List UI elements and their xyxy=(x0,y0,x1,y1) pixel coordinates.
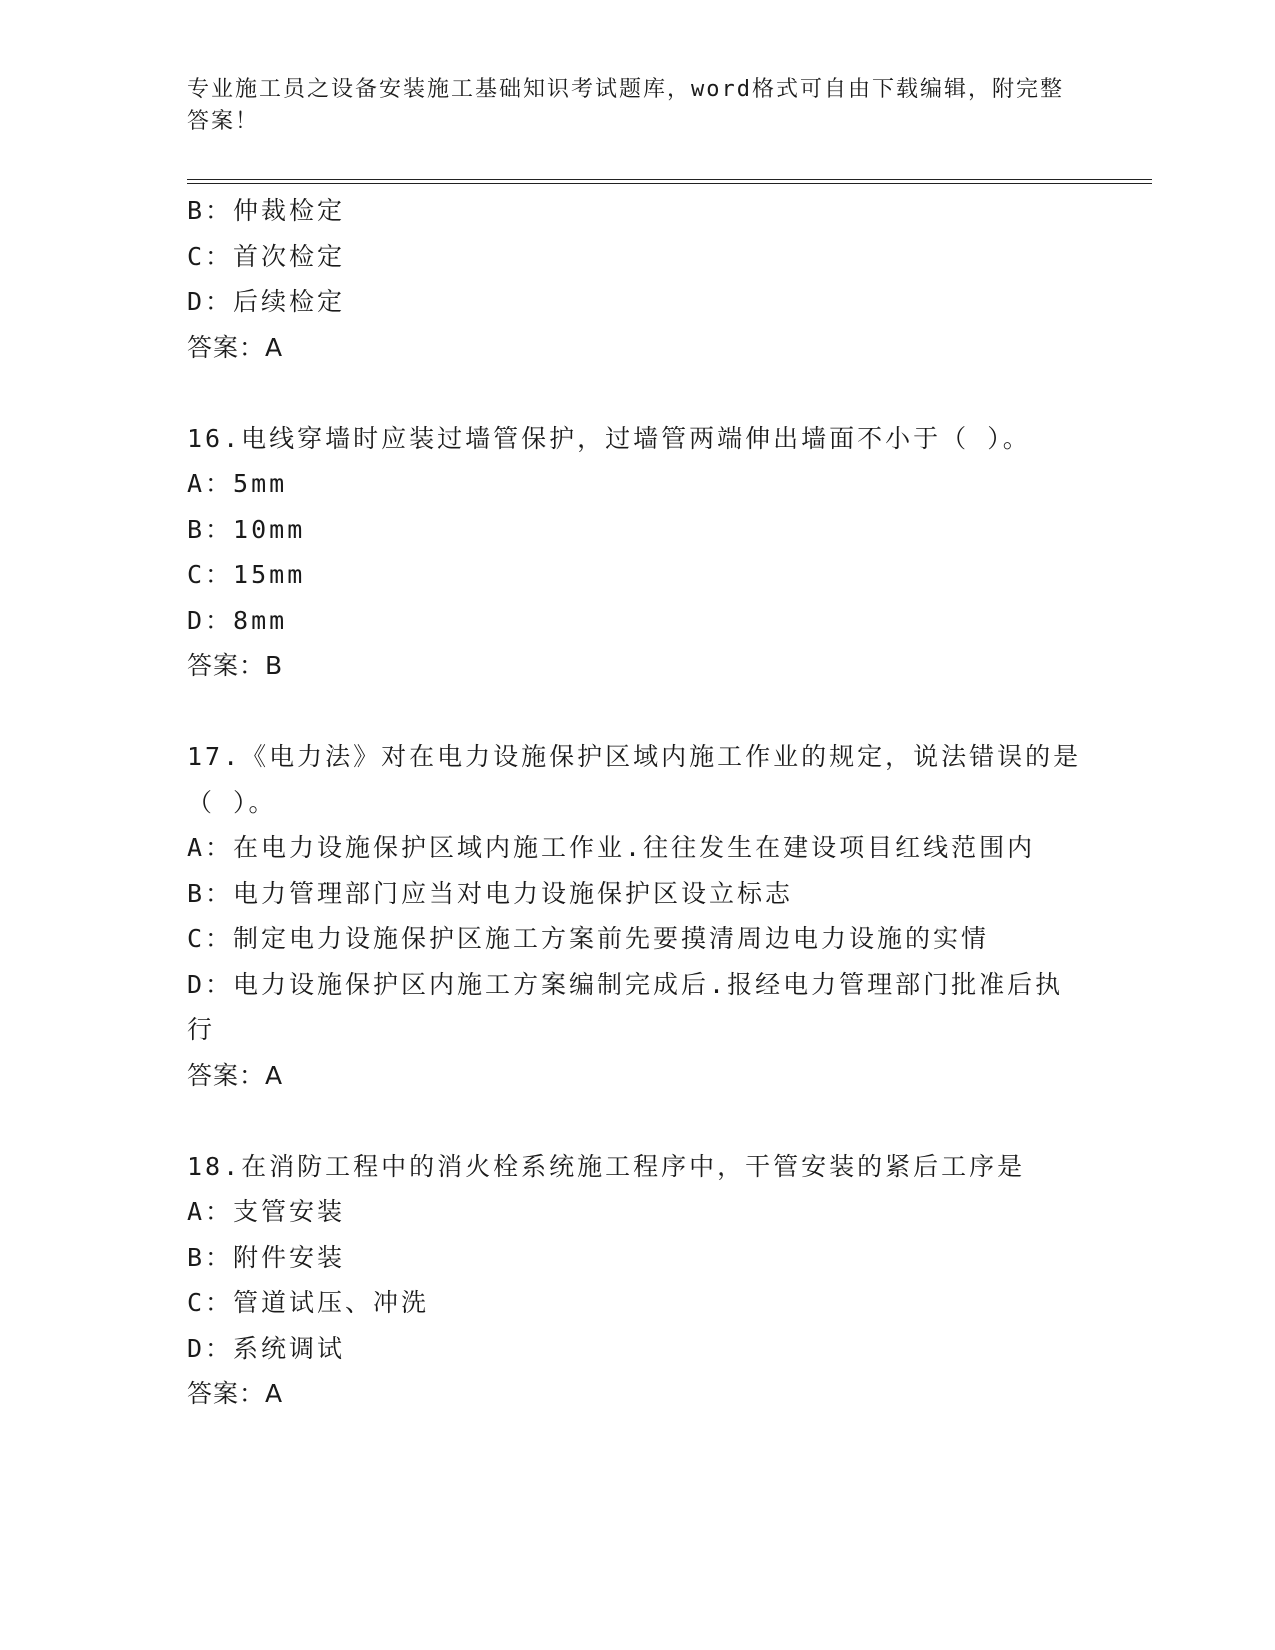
question-stem: 16.电线穿墙时应装过墙管保护，过墙管两端伸出墙面不小于（ ）。 xyxy=(187,423,1031,453)
option-c: C：制定电力设施保护区施工方案前先要摸清周边电力设施的实情 xyxy=(187,924,990,953)
question-stem: 18.在消防工程中的消火栓系统施工程序中，干管安装的紧后工序是 xyxy=(187,1151,1026,1181)
option-b: B：电力管理部门应当对电力设施保护区设立标志 xyxy=(187,878,794,908)
option-d: D：系统调试 xyxy=(187,1333,346,1363)
answer-label: 答案：A xyxy=(187,1379,284,1408)
question-16 xyxy=(187,416,1087,689)
option-a: A：在电力设施保护区域内施工作业.往往发生在建设项目红线范围内 xyxy=(187,833,1036,862)
answer-label: 答案：A xyxy=(187,332,284,362)
header-rule-top xyxy=(187,179,1152,180)
question-list xyxy=(187,188,1087,1417)
option-c: C：管道试压、冲洗 xyxy=(187,1288,430,1317)
spacer xyxy=(187,1098,1087,1144)
question-stem: 17.《电力法》对在电力设施保护区域内施工作业的规定，说法错误的是（ ）。 xyxy=(187,742,1082,817)
spacer xyxy=(187,370,1087,416)
question-15-continued xyxy=(187,188,1087,370)
option-b: B：仲裁检定 xyxy=(187,196,346,225)
document-header: 专业施工员之设备安装施工基础知识考试题库，word格式可自由下载编辑，附完整答案！ xyxy=(187,77,1064,134)
option-b: B：10mm xyxy=(187,514,306,544)
option-a: A：支管安装 xyxy=(187,1197,346,1226)
option-c: C：首次检定 xyxy=(187,241,346,271)
question-17 xyxy=(187,734,1087,1098)
answer-label: 答案：B xyxy=(187,651,284,680)
option-d: D：电力设施保护区内施工方案编制完成后.报经电力管理部门批准后执行 xyxy=(187,969,1064,1044)
question-18 xyxy=(187,1144,1087,1417)
header-rule-bottom xyxy=(187,183,1152,184)
option-c: C：15mm xyxy=(187,560,306,589)
spacer xyxy=(187,689,1087,735)
option-b: B：附件安装 xyxy=(187,1242,346,1272)
option-a: A：5mm xyxy=(187,469,288,498)
option-d: D：后续检定 xyxy=(187,287,346,316)
option-d: D：8mm xyxy=(187,605,288,635)
answer-label: 答案：A xyxy=(187,1060,284,1090)
